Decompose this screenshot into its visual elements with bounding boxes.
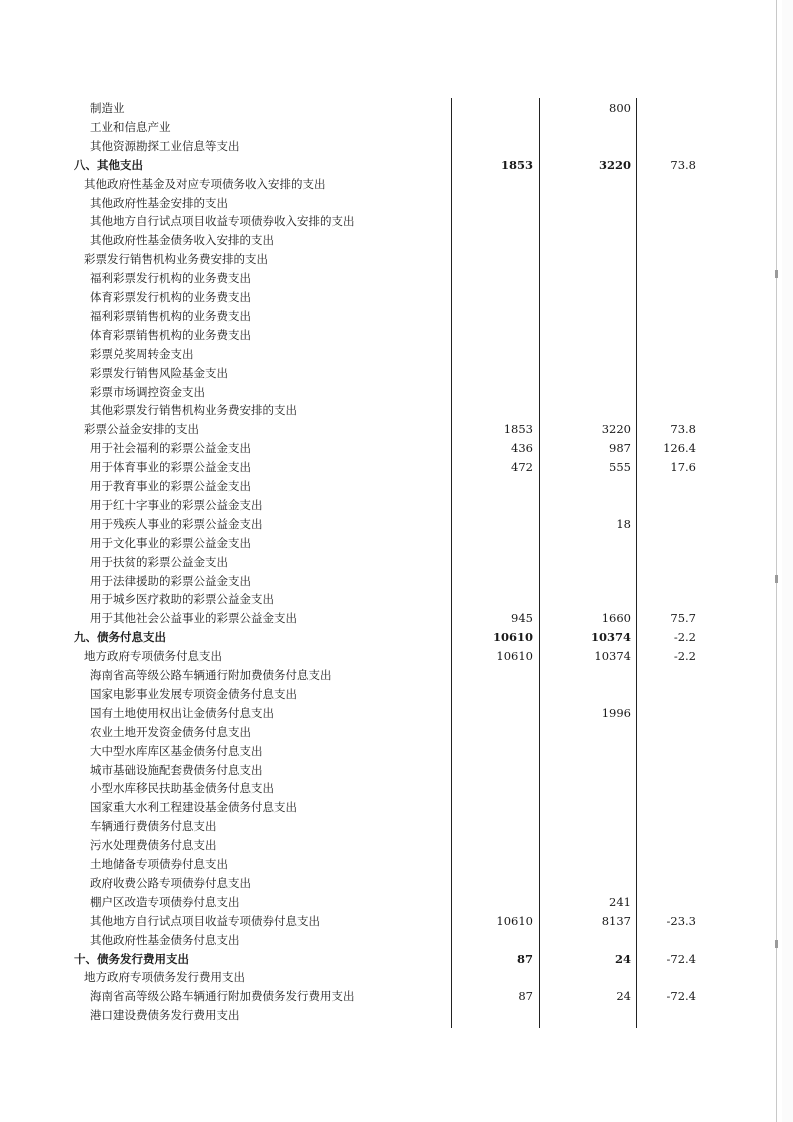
row-label: 其他彩票发行销售机构业务费安排的支出 [90,403,297,418]
table-row [0,1006,793,1025]
table-row [0,836,793,855]
row-label: 九、债务付息支出 [74,630,166,645]
prev-year-value: 1853 [500,157,533,172]
row-label: 八、其他支出 [74,157,143,172]
growth-rate: -23.3 [666,913,696,928]
growth-rate: 126.4 [663,441,696,456]
table-row [0,288,793,307]
table-row [0,685,793,704]
row-label: 海南省高等级公路车辆通行附加费债务发行费用支出 [90,989,355,1004]
row-label: 其他政府性基金安排的支出 [90,195,228,210]
table-row [0,723,793,742]
table-row [0,628,793,647]
table-row [0,420,793,439]
growth-rate: 75.7 [670,611,696,626]
row-label: 大中型水库库区基金债务付息支出 [90,743,263,758]
row-label: 福利彩票发行机构的业务费支出 [90,271,251,286]
current-year-value: 987 [609,441,631,456]
growth-rate: -72.4 [666,951,696,966]
row-label: 其他资源勘探工业信息等支出 [90,138,240,153]
table-row [0,345,793,364]
row-label: 制造业 [90,101,125,115]
table-row [0,383,793,402]
row-label: 用于社会福利的彩票公益金支出 [90,441,251,456]
growth-rate: -2.2 [673,630,696,645]
table-row [0,515,793,534]
row-label: 体育彩票销售机构的业务费支出 [90,327,251,342]
table-row [0,269,793,288]
table-row [0,704,793,723]
table-row [0,817,793,836]
row-label: 污水处理费债务付息支出 [90,838,217,853]
row-label: 城市基础设施配套费债务付息支出 [90,762,263,777]
table-row [0,250,793,269]
row-label: 地方政府专项债务发行费用支出 [84,970,245,985]
table-row [0,968,793,987]
table-row [0,401,793,420]
row-label: 农业土地开发资金债务付息支出 [90,724,251,739]
current-year-value: 555 [609,460,631,475]
current-year-value: 10374 [594,649,631,664]
current-year-value: 3220 [601,422,631,437]
table-row [0,855,793,874]
row-label: 彩票发行销售风险基金支出 [90,365,228,380]
row-label: 其他政府性基金及对应专项债务收入安排的支出 [84,176,326,191]
row-label: 用于法律援助的彩票公益金支出 [90,573,251,588]
table-row [0,987,793,1006]
table-row [0,477,793,496]
row-label: 彩票发行销售机构业务费安排的支出 [84,252,268,267]
row-label: 用于教育事业的彩票公益金支出 [90,479,251,493]
prev-year-value: 1853 [503,422,533,437]
current-year-value: 24 [616,989,631,1004]
row-label: 用于红十字事业的彩票公益金支出 [90,497,263,512]
prev-year-value: 472 [511,460,533,475]
current-year-value: 3220 [598,157,631,172]
table-row [0,779,793,798]
current-year-value: 18 [616,516,631,531]
table-row [0,194,793,213]
prev-year-value: 87 [518,989,533,1004]
row-label: 政府收费公路专项债券付息支出 [90,875,251,890]
row-label: 国有土地使用权出让金债务付息支出 [90,705,274,720]
row-label: 其他政府性基金债务付息支出 [90,932,240,947]
growth-rate: -72.4 [666,989,696,1004]
table-row [0,893,793,912]
table-row [0,666,793,685]
current-year-value: 1660 [601,611,631,626]
row-label: 小型水库移民扶助基金债务付息支出 [90,781,274,796]
table-row [0,212,793,231]
row-label: 工业和信息产业 [90,119,171,134]
row-label: 土地储备专项债券付息支出 [90,857,228,871]
table-row [0,175,793,194]
table-row [0,647,793,666]
row-label: 其他地方自行试点项目收益专项债券收入安排的支出 [90,214,355,229]
row-label: 彩票公益金安排的支出 [84,422,199,437]
table-row [0,231,793,250]
growth-rate: -2.2 [673,649,696,664]
current-year-value: 10374 [590,630,631,645]
table-row [0,761,793,780]
prev-year-value: 10610 [496,649,533,664]
row-label: 其他政府性基金债务收入安排的支出 [90,233,274,248]
row-label: 体育彩票发行机构的业务费支出 [90,290,251,304]
table-row [0,458,793,477]
row-label: 棚户区改造专项债券付息支出 [90,894,240,909]
prev-year-value: 436 [511,441,533,456]
row-label: 用于文化事业的彩票公益金支出 [90,535,251,550]
prev-year-value: 87 [516,951,533,966]
row-label: 用于扶贫的彩票公益金支出 [90,554,228,569]
table-row [0,439,793,458]
table-row [0,572,793,591]
row-label: 海南省高等级公路车辆通行附加费债务付息支出 [90,668,332,682]
table-row [0,874,793,893]
table-row [0,742,793,761]
table-row [0,137,793,156]
row-label: 彩票市场调控资金支出 [90,384,205,399]
table-row [0,590,793,609]
growth-rate: 73.8 [670,422,696,437]
row-label: 港口建设费债务发行费用支出 [90,1008,240,1023]
table-row [0,931,793,950]
prev-year-value: 10610 [496,913,533,928]
row-label: 国家电影事业发展专项资金债务付息支出 [90,686,297,701]
table-row [0,364,793,383]
row-label: 地方政府专项债务付息支出 [84,649,222,664]
current-year-value: 8137 [601,913,631,928]
row-label: 用于其他社会公益事业的彩票公益金支出 [90,611,297,626]
prev-year-value: 945 [511,611,533,626]
prev-year-value: 10610 [492,630,533,645]
table-row [0,553,793,572]
table-row [0,99,793,118]
current-year-value: 241 [609,894,631,909]
growth-rate: 73.8 [670,157,696,172]
row-label: 用于城乡医疗救助的彩票公益金支出 [90,592,274,607]
row-label: 彩票兑奖周转金支出 [90,346,194,361]
row-label: 车辆通行费债务付息支出 [90,819,217,834]
row-label: 十、债务发行费用支出 [74,951,189,966]
table-row [0,609,793,628]
table-row [0,912,793,931]
current-year-value: 24 [614,951,631,966]
current-year-value: 800 [609,101,631,115]
table-row [0,534,793,553]
table-row [0,950,793,969]
table-row [0,326,793,345]
table-row [0,798,793,817]
row-label: 福利彩票销售机构的业务费支出 [90,308,251,323]
table-row [0,307,793,326]
table-row [0,156,793,175]
row-label: 用于体育事业的彩票公益金支出 [90,460,251,475]
row-label: 其他地方自行试点项目收益专项债券付息支出 [90,913,320,928]
current-year-value: 1996 [601,705,631,720]
table-row [0,118,793,137]
growth-rate: 17.6 [670,460,696,475]
row-label: 用于残疾人事业的彩票公益金支出 [90,516,263,531]
row-label: 国家重大水利工程建设基金债务付息支出 [90,800,297,815]
table-row [0,496,793,515]
